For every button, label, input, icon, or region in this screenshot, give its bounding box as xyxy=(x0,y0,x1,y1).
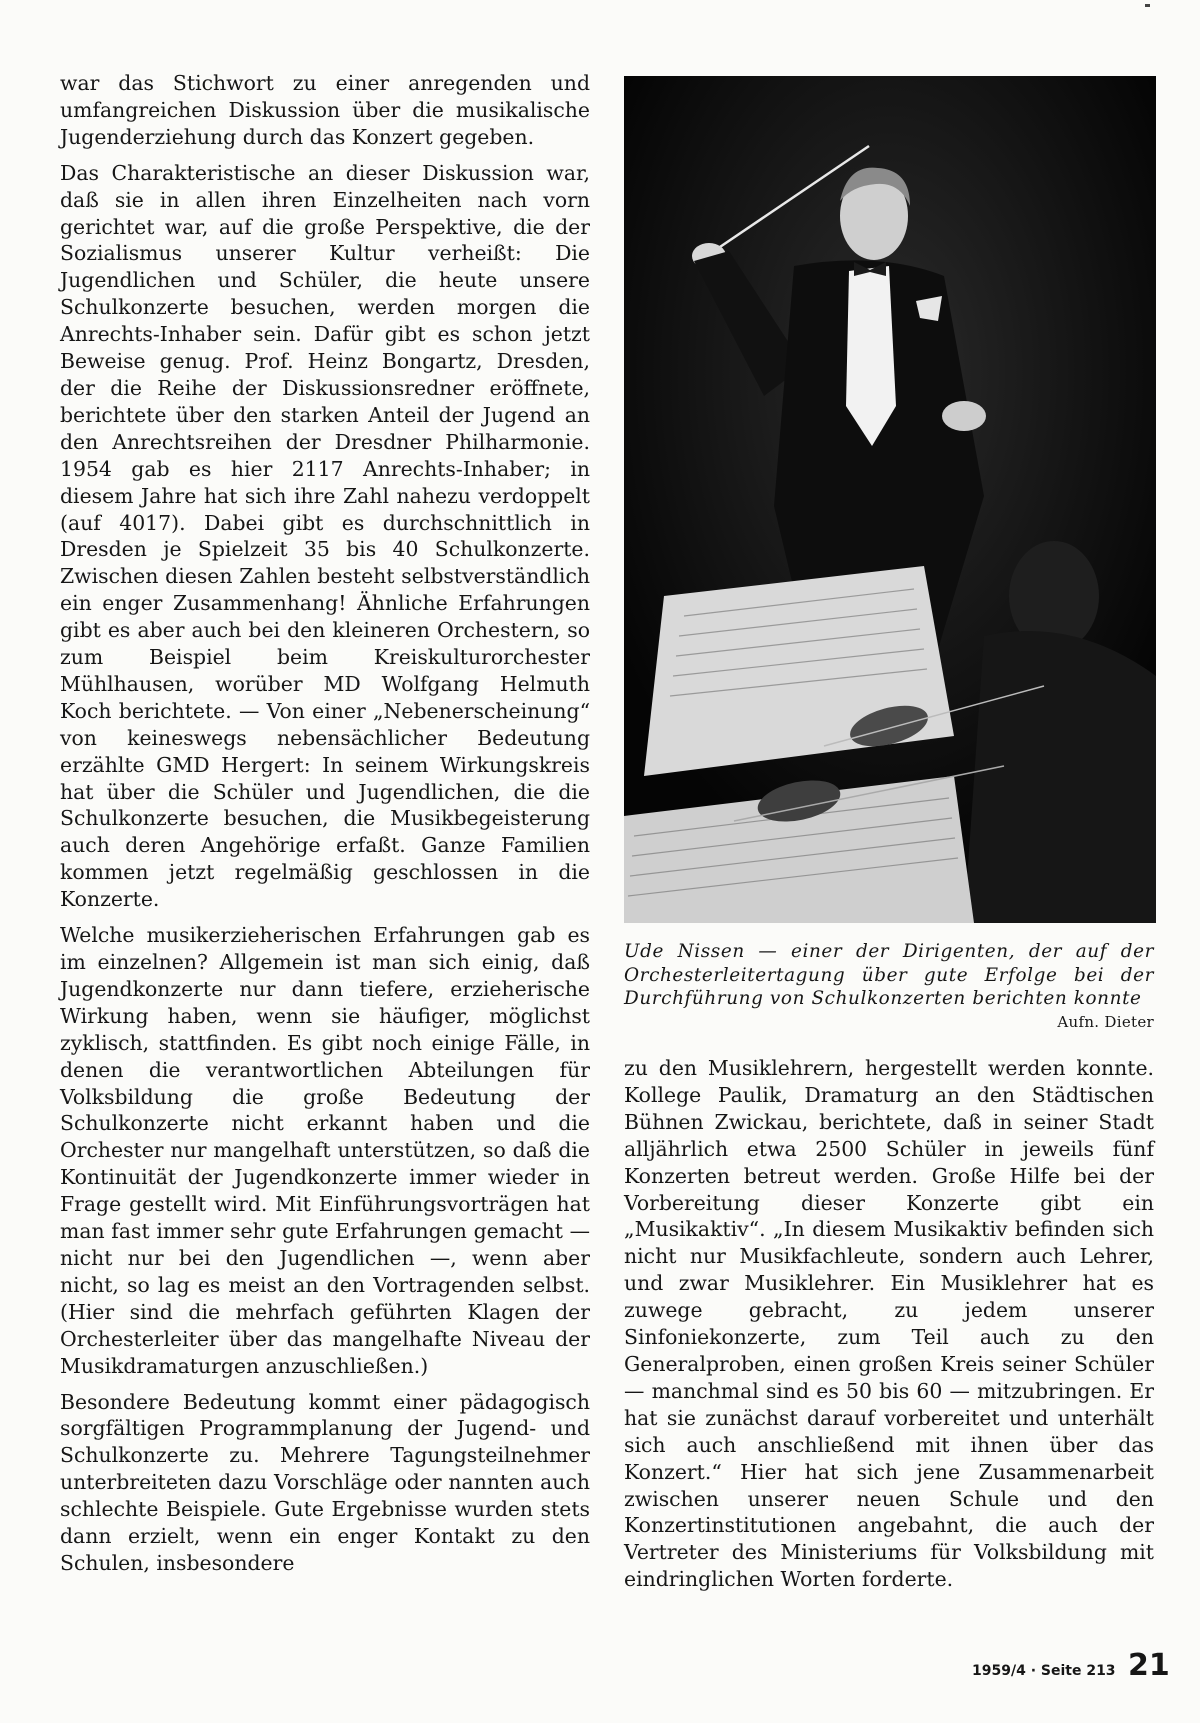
paragraph: Das Charakteristische an dieser Diskussion war, daß sie in allen ihren Einzelheiten nach vorn gerichtet war, auf die große Perspektive, die der Sozialismus unserer Kultur verheißt: Die Jugendlichen und Schüler, die heute unsere Schulkonzerte besuchen, werden morgen die Anrechts-Inhaber sein. Dafür gibt es schon jetzt Beweise genug. Prof. Heinz Bongartz, Dresden, der die Reihe der Diskussionsredner eröffnete, berichtete über den starken Anteil der Jugend an den Anrechtsreihen der Dresdner Philharmonie. 1954 gab es hier 2117 Anrechts-Inhaber; in diesem Jahre hat sich ihre Zahl nahezu verdoppelt (auf 4017). Dabei gibt es durchschnittlich in Dresden je Spielzeit 35 bis 40 Schulkonzerte. Zwischen diesen Zahlen besteht selbstverständlich ein enger Zusammenhang! Ähnliche Erfahrungen gibt es aber auch bei den kleineren Orchestern, so zum Beispiel beim Kreiskulturorchester Mühlhausen, worüber MD Wolfgang Helmuth Koch berichtete. — Von einer „Nebenerscheinung“ von keineswegs nebensächlicher Bedeutung erzählte GMD Hergert: In seinem Wirkungskreis hat über die Schüler und Jugendlichen, die die Schulkonzerte besuchen, die Musikbegeisterung auch deren Angehörige erfaßt. Ganze Familien kommen jetzt regelmäßig geschlossen in die Konzerte. xyxy=(60,160,590,912)
photo-credit: Aufn. Dieter xyxy=(1057,1012,1154,1031)
caption-text: Ude Nissen — einer der Dirigenten, der auf der Orchesterleitertagung über gute Erfolge bei der Durchführung von Schulkonzerten berichten konnte xyxy=(624,941,1154,1009)
photo-caption xyxy=(624,940,1154,1034)
paragraph: war das Stichwort zu einer anregenden und umfangreichen Diskussion über die musikalische Jugenderziehung durch das Konzert gegeben. xyxy=(60,71,590,149)
page-number: 21 xyxy=(1128,1648,1170,1683)
top-margin-mark xyxy=(1145,4,1150,7)
paragraph: Besondere Bedeutung kommt einer pädagogisch sorgfältigen Programmplanung der Jugend- und Schulkonzerte zu. Mehrere Tagungsteilnehmer unterbreiteten dazu Vorschläge oder nannten auch schlechte Beispiele. Gute Ergebnisse wurden stets dann erzielt, wenn ein enger Kontakt zu den Schulen, insbesondere xyxy=(60,1389,590,1575)
issue-and-page-label: 1959/4 · Seite 213 xyxy=(972,1663,1116,1679)
right-text-column xyxy=(624,1055,1154,1602)
left-text-column xyxy=(60,70,590,1586)
conductor-photo xyxy=(624,76,1156,923)
paragraph: Welche musikerzieherischen Erfahrungen gab es im einzelnen? Allgemein ist man sich einig, daß Jugendkonzerte nur dann tiefere, erzieherische Wirkung haben, wenn sie häufiger, möglichst zyklisch, stattfinden. Es gibt noch einige Fälle, in denen die verantwortlichen Abteilungen für Volksbildung die große Bedeutung der Schulkonzerte nicht erkannt haben und die Orchester nur mangelhaft unterstützen, so daß die Kontinuität der Jugendkonzerte immer wieder in Frage gestellt wird. Mit Einführungsvorträgen hat man fast immer sehr gute Erfahrungen gemacht — nicht nur bei den Jugendlichen —, wenn aber nicht, so lag es meist an den Vortragenden selbst. (Hier sind die mehrfach geführten Klagen der Orchesterleiter über das mangelhafte Niveau der Musikdramaturgen anzuschließen.) xyxy=(60,923,590,1378)
paragraph: zu den Musiklehrern, hergestellt werden konnte. Kollege Paulik, Dramaturg an den Städtischen Bühnen Zwickau, berichtete, daß in seiner Stadt alljährlich etwa 2500 Schüler in jeweils fünf Konzerten betreut werden. Große Hilfe bei der Vorbereitung dieser Konzerte gibt ein „Musikaktiv“. „In diesem Musikaktiv befinden sich nicht nur Musikfachleute, sondern auch Lehrer, und zwar Musiklehrer. Ein Musiklehrer hat es zuwege gebracht, zu jedem unserer Sinfoniekonzerte, zum Teil auch zu den Generalproben, einen großen Kreis seiner Schüler — manchmal sind es 50 bis 60 — mitzubringen. Er hat sie zunächst darauf vorbereitet und unterhält sich auch anschließend mit ihnen über das Konzert.“ Hier hat sich jene Zusammenarbeit zwischen unserer neuen Schule und den Konzertinstitutionen angebahnt, die auch der Vertreter des Ministeriums für Volksbildung mit eindringlichen Worten forderte. xyxy=(624,1056,1154,1592)
